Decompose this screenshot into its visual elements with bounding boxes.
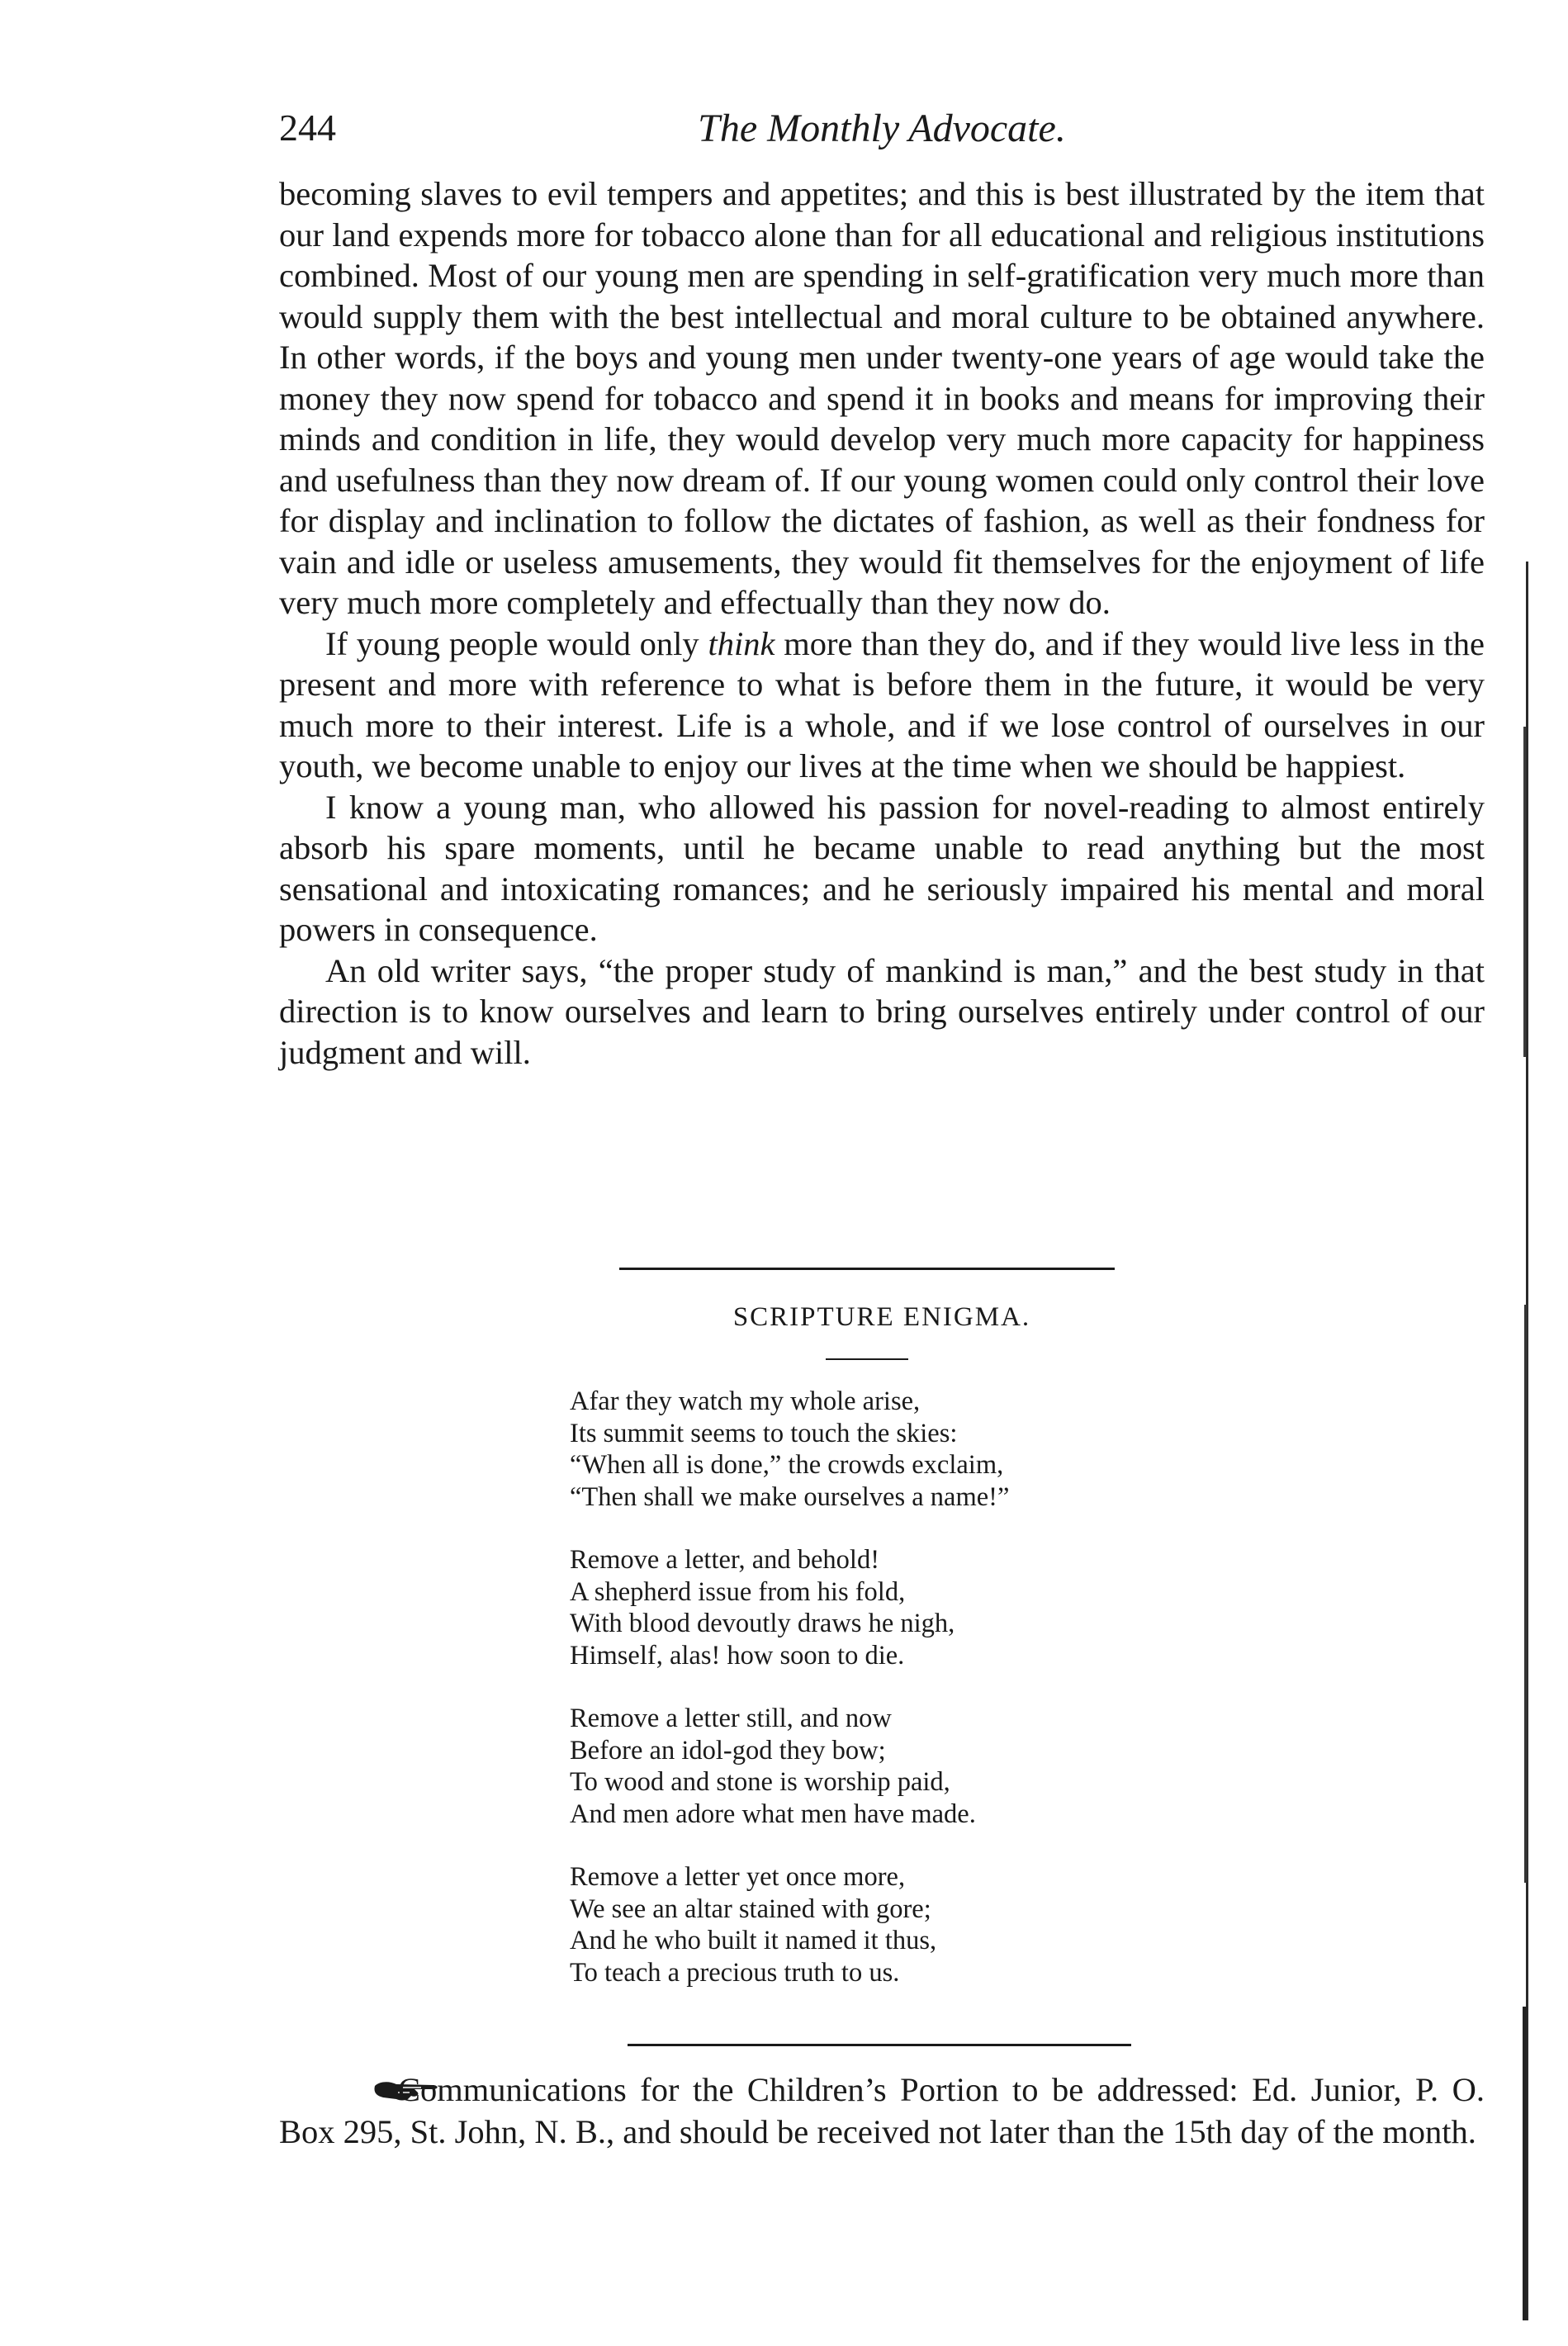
- paragraph-text: If young people would only: [325, 624, 708, 662]
- section-divider-bottom: [628, 2044, 1131, 2046]
- poem-line: To wood and stone is worship paid,: [570, 1767, 950, 1797]
- article-paragraph: [279, 173, 1485, 623]
- poem-stanza: [570, 1703, 1230, 1830]
- poem-line: A shepherd issue from his fold,: [570, 1576, 906, 1607]
- enigma-poem: [570, 1386, 1230, 2020]
- poem-line: And he who built it named it thus,: [570, 1926, 937, 1955]
- poem-line: Remove a letter yet once more,: [570, 1862, 906, 1892]
- poem-line: “Then shall we make ourselves a name!”: [570, 1481, 1010, 1512]
- section-divider-top: [619, 1268, 1115, 1270]
- poem-stanza: [570, 1386, 1230, 1513]
- poem-line: Himself, alas! how soon to die.: [570, 1640, 905, 1671]
- scan-edge-shadow: [1516, 562, 1534, 2320]
- poem-line: Remove a letter still, and now: [570, 1704, 892, 1733]
- paragraph-text: more than they do, and if they would live less in the present and more with reference to what is before them in the future, it would be very much more to their interest. Life is a whole, and if we lose control of ourselves in our youth, we become unable to enjoy our lives at the time when we should be happiest.: [279, 624, 1485, 784]
- poem-line: And men adore what men have made.: [570, 1799, 976, 1829]
- notice-text: Communications for the Children’s Portion to be addressed: Ed. Junior, P. O. Box 295, St. John, N. B., and should be received not later than the 15th day of the month.: [279, 2071, 1485, 2150]
- emphasis-text: think: [708, 624, 775, 662]
- notice-block: [279, 2069, 1485, 2153]
- journal-title: The Monthly Advocate.: [698, 107, 1066, 150]
- poem-line: Remove a letter, and behold!: [570, 1545, 880, 1575]
- paragraph-text: An old writer says, “the proper study of mankind is man,” and the best study in that direction is to know ourselves and learn to bring ourselves entirely under control of our judgment and will.: [279, 951, 1485, 1071]
- article-paragraph: [279, 787, 1485, 950]
- paragraph-text: becoming slaves to evil tempers and appetites; and this is best illustrated by the item that our land expends more for tobacco alone than for all educational and religious institutions combined. Most of our young men are spending in self-gratification very much more than would supply them with the best intellectual and moral culture to be obtained anywhere. In other words, if the boys and young men under twenty-one years of age would take the money they now spend for tobacco and spend it in books and means for improving their minds and condition in life, they would develop very much more capacity for happiness and usefulness than they now dream of. If our young women could only control their love for display and inclination to follow the dictates of fashion, as well as their fondness for vain and idle or useless amusements, they would fit themselves for the enjoyment of life very much more completely and effectually than they now do.: [279, 175, 1485, 621]
- poem-line: Before an idol-god they bow;: [570, 1735, 886, 1765]
- poem-stanza: [570, 1544, 1230, 1671]
- paragraph-text: I know a young man, who allowed his passion for novel-reading to almost entirely absorb his spare moments, until he became unable to read anything but the most sensational and intoxicating romances; and he seriously impaired his mental and moral powers in consequence.: [279, 788, 1485, 948]
- notice-paragraph: [279, 2069, 1485, 2153]
- title-underline: [826, 1358, 908, 1360]
- poem-line: Afar they watch my whole arise,: [570, 1386, 921, 1416]
- poem-line: Its summit seems to touch the skies:: [570, 1418, 958, 1448]
- poem-line: “When all is done,” the crowds exclaim,: [570, 1450, 1004, 1480]
- poem-line: With blood devoutly draws he nigh,: [570, 1609, 955, 1638]
- page-number: 244: [279, 107, 336, 149]
- poem-line: To teach a precious truth to us.: [570, 1957, 900, 1988]
- article-paragraph: [279, 623, 1485, 787]
- poem-line: We see an altar stained with gore;: [570, 1893, 931, 1924]
- pointing-hand-icon: [325, 2070, 396, 2095]
- article-paragraph: [279, 950, 1485, 1073]
- section-title: SCRIPTURE ENIGMA.: [732, 1302, 1031, 1332]
- running-header: [279, 106, 1485, 164]
- poem-stanza: [570, 1861, 1230, 1988]
- article-body: [279, 173, 1485, 1073]
